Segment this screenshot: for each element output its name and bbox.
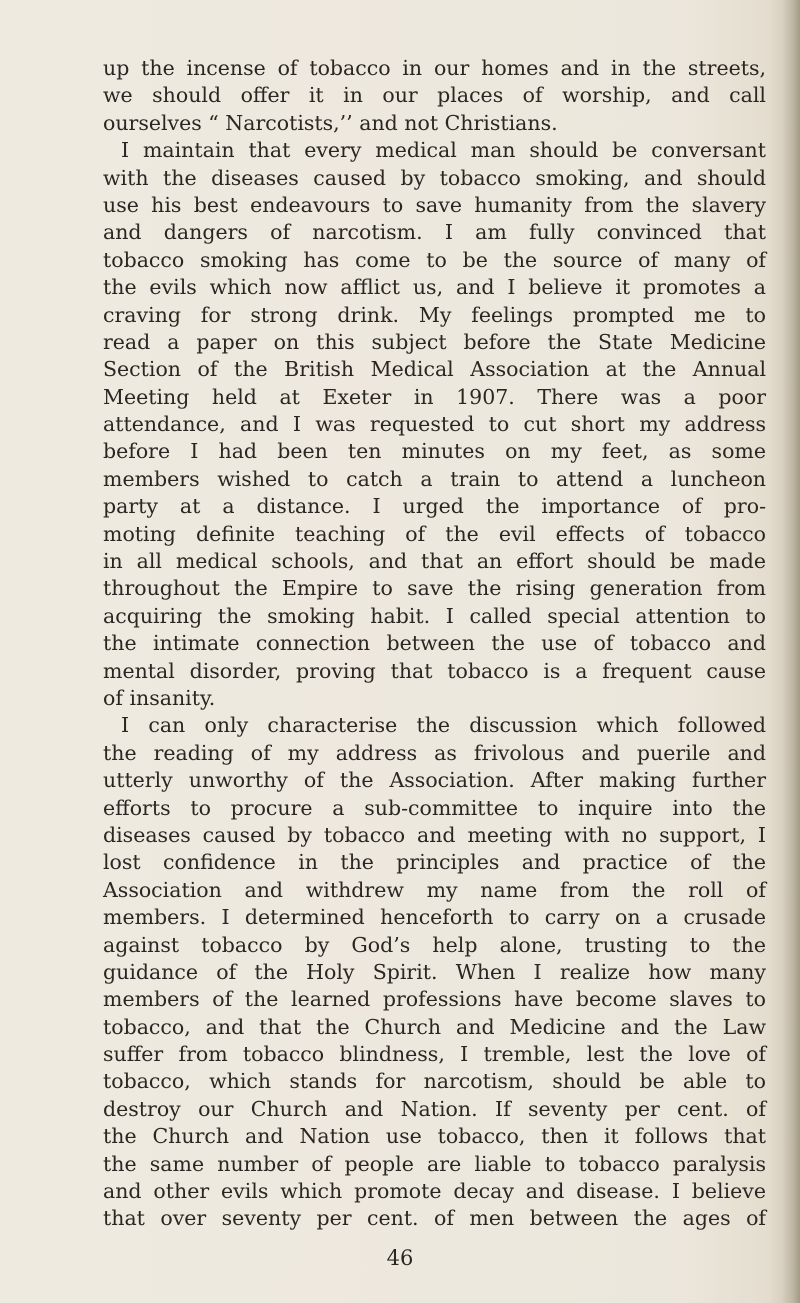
text-line: in all medical schools, and that an effort should be made — [103, 549, 766, 574]
text-line: we should offer it in our places of worship, and call — [103, 83, 766, 108]
text-line: the evils which now afflict us, and I believe it promotes a — [103, 275, 766, 300]
text-line: Association and withdrew my name from the roll of — [103, 877, 766, 902]
text-line: members of the learned professions have become slaves to — [103, 987, 766, 1012]
page-number: 46 — [386, 1246, 414, 1270]
text-line: before I had been ten minutes on my feet, as some — [103, 439, 766, 464]
text-line: members wished to catch a train to attend a luncheon — [103, 466, 766, 491]
text-line: and other evils which promote decay and disease. I believe — [103, 1179, 766, 1204]
text-line: members. I determined henceforth to carry on a crusade — [103, 905, 766, 930]
text-line: the reading of my address as frivolous and puerile and — [103, 740, 766, 765]
text-line: mental disorder, proving that tobacco is a frequent cause — [103, 658, 766, 683]
text-line: party at a distance. I urged the importance of pro- — [103, 494, 766, 519]
page-edge-shadow — [782, 0, 800, 1303]
text-line: the Church and Nation use tobacco, then it follows that — [103, 1124, 766, 1149]
text-line: diseases caused by tobacco and meeting with no support, I — [103, 822, 766, 847]
text-line: of insanity. — [103, 685, 216, 710]
text-line: the same number of people are liable to tobacco paralysis — [103, 1151, 766, 1176]
text-line: attendance, and I was requested to cut short my address — [103, 412, 766, 437]
text-line: ourselves “ Narcotists,’’ and not Christians. — [103, 110, 558, 135]
text-line: read a paper on this subject before the State Medicine — [103, 329, 766, 354]
body-text — [103, 55, 766, 1233]
text-line: that over seventy per cent. of men between the ages of — [103, 1206, 766, 1231]
text-line: utterly unworthy of the Association. After making further — [103, 768, 766, 793]
text-line: suffer from tobacco blindness, I tremble, lest the love of — [103, 1042, 766, 1067]
text-line: use his best endeavours to save humanity from the slavery — [103, 192, 766, 217]
text-line: craving for strong drink. My feelings prompted me to — [103, 302, 766, 327]
text-line: tobacco, which stands for narcotism, should be able to — [103, 1069, 766, 1094]
text-line: tobacco, and that the Church and Medicine and the Law — [103, 1014, 766, 1039]
text-line: up the incense of tobacco in our homes and in the streets, — [103, 56, 766, 80]
text-line: efforts to procure a sub-committee to inquire into the — [103, 795, 766, 820]
text-line: tobacco smoking has come to be the source of many of — [103, 247, 766, 272]
text-line: and dangers of narcotism. I am fully convinced that — [103, 220, 766, 245]
text-line: Section of the British Medical Association at the Annual — [103, 357, 766, 382]
paragraph-start-line: I maintain that every medical man should be conversant — [121, 138, 766, 163]
paragraph-start-line: I can only characterise the discussion which followed — [121, 713, 766, 738]
text-line: Meeting held at Exeter in 1907. There was a poor — [103, 384, 766, 409]
text-line: moting definite teaching of the evil effects of tobacco — [103, 521, 766, 546]
text-line: destroy our Church and Nation. If seventy per cent. of — [103, 1096, 766, 1121]
text-line: with the diseases caused by tobacco smoking, and should — [103, 165, 766, 190]
text-line: acquiring the smoking habit. I called special attention to — [103, 603, 766, 628]
text-line: the intimate connection between the use of tobacco and — [103, 631, 766, 656]
text-line: guidance of the Holy Spirit. When I realize how many — [103, 959, 766, 984]
text-line: against tobacco by God’s help alone, trusting to the — [103, 932, 766, 957]
text-line: lost confidence in the principles and practice of the — [103, 850, 766, 875]
text-line: throughout the Empire to save the rising generation from — [103, 576, 766, 601]
